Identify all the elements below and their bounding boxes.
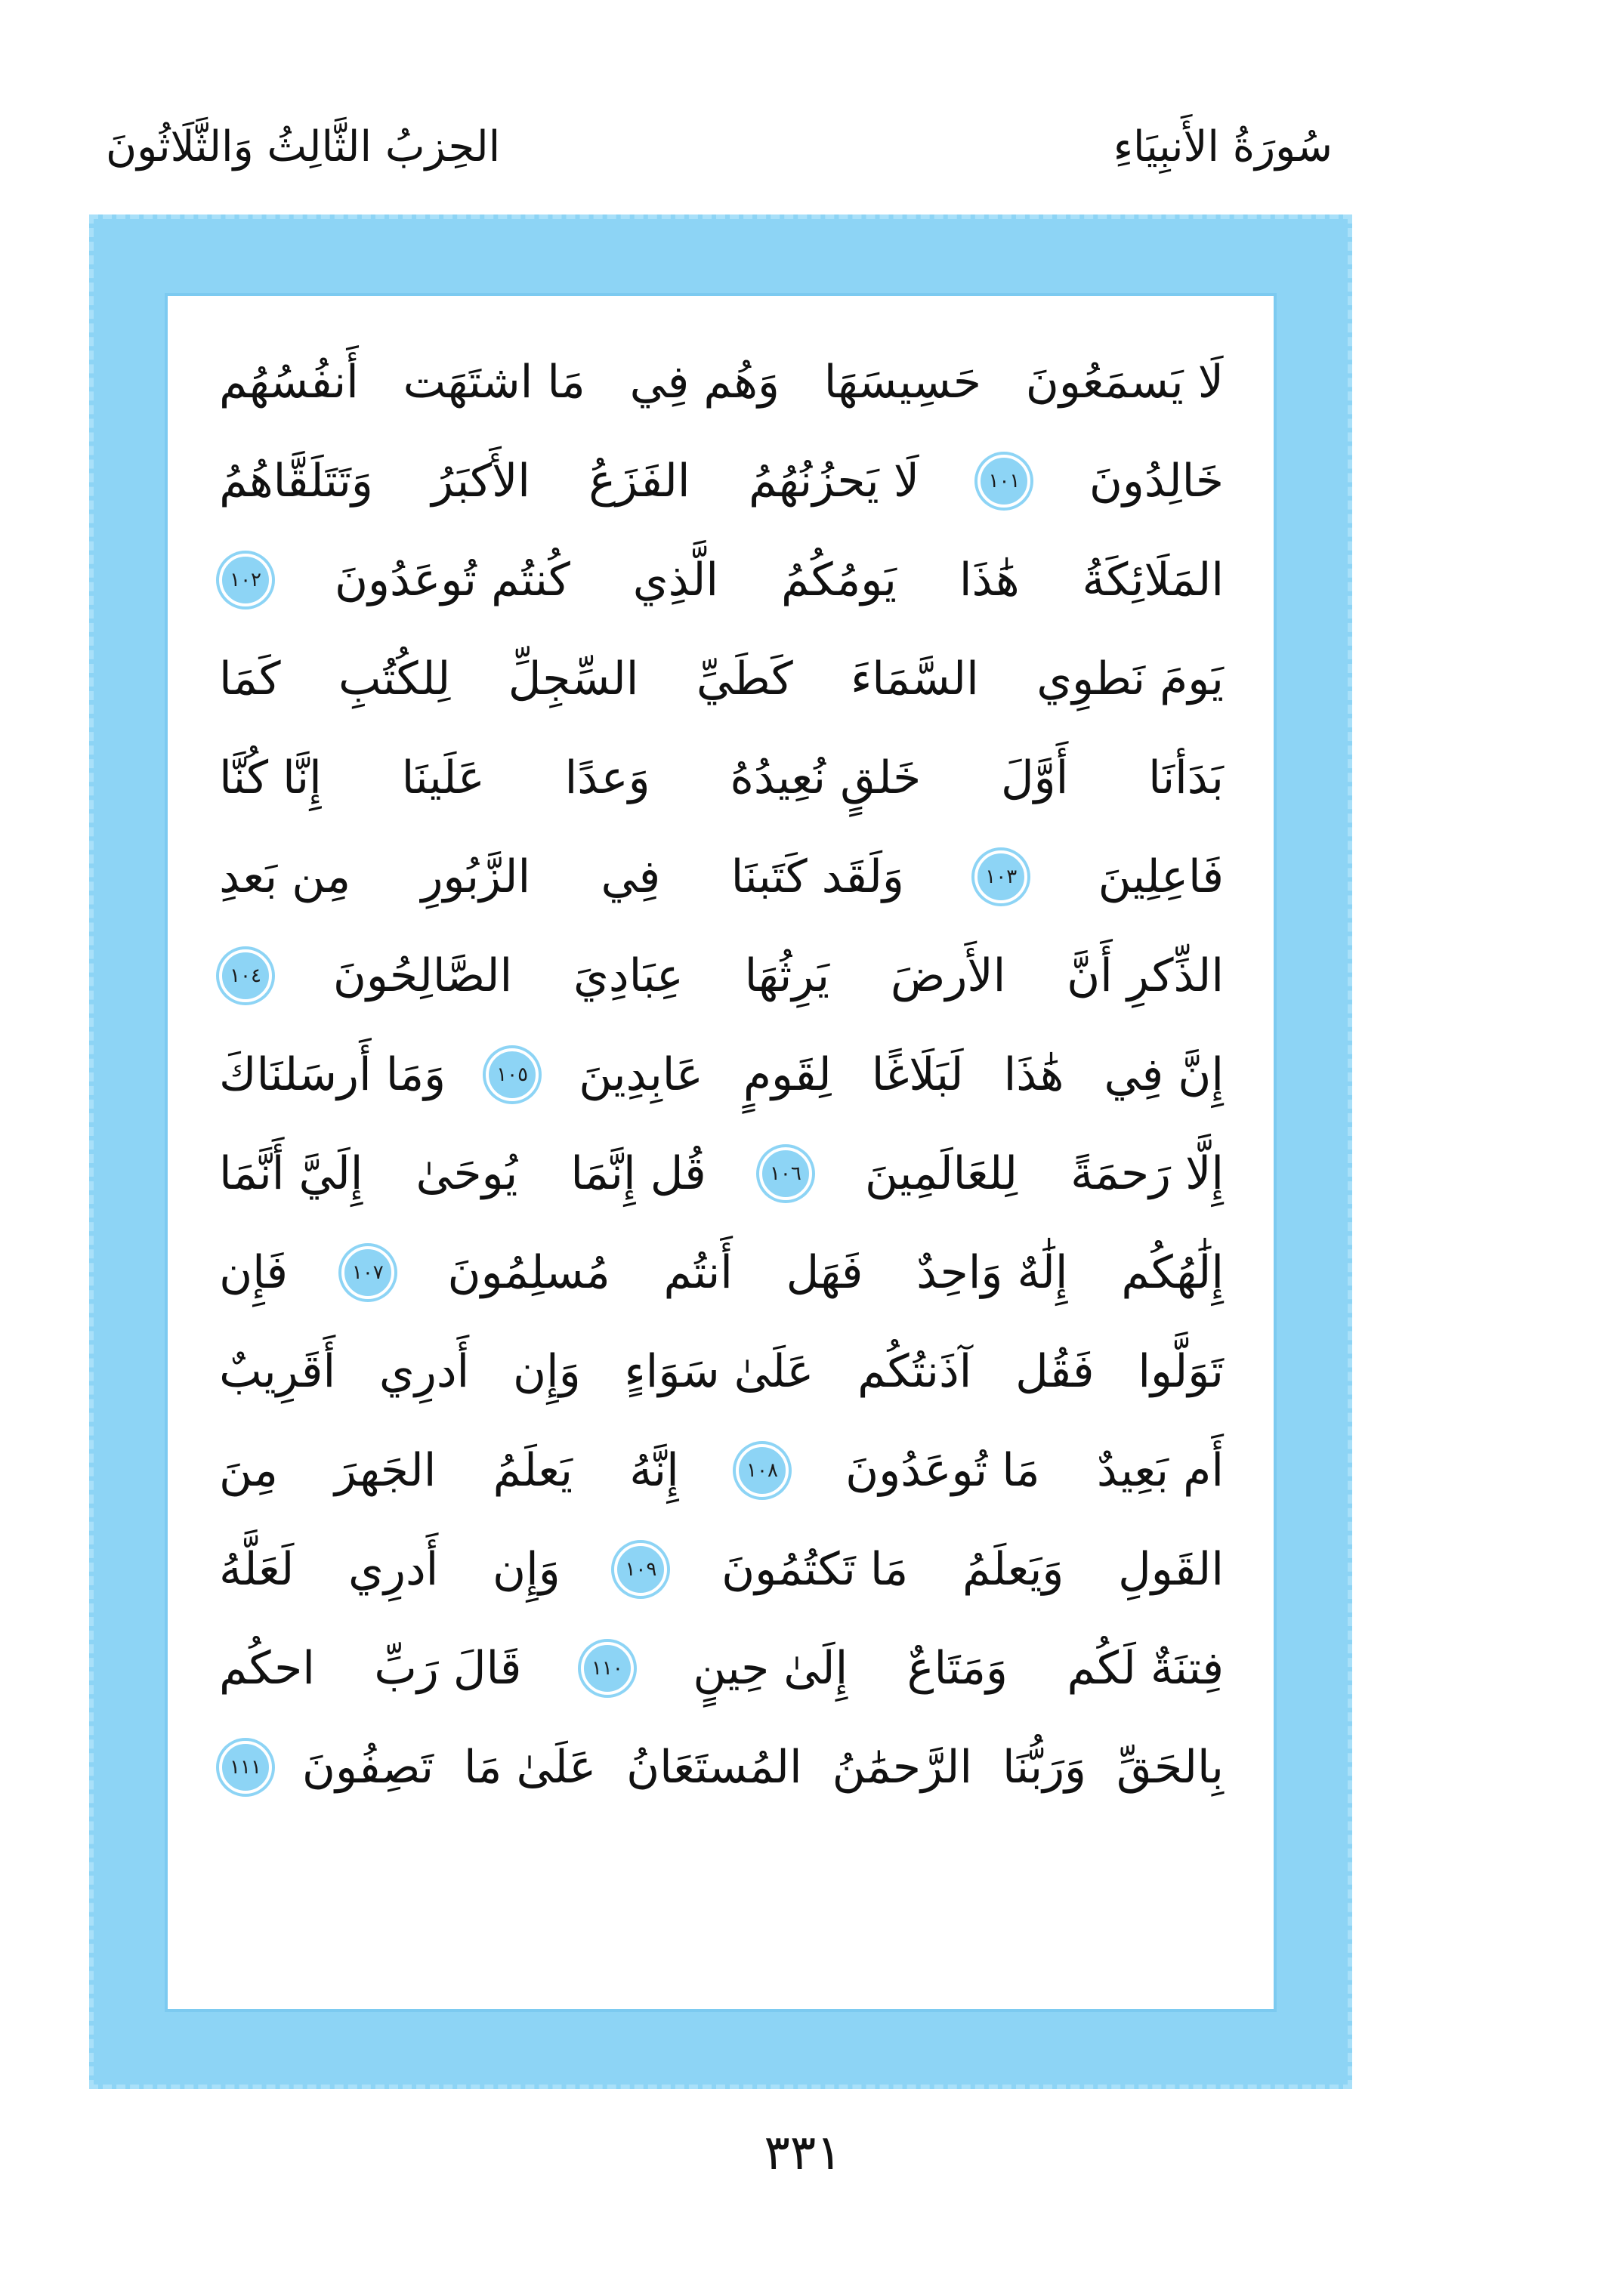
verse-word: أَنتُم — [663, 1245, 733, 1299]
verse-word: يُوحَىٰ — [415, 1146, 518, 1200]
verse-line — [219, 1025, 1224, 1124]
ayah-number-marker: ١٠٨ — [736, 1444, 789, 1497]
verse-word: وَإِن — [493, 1542, 561, 1596]
verse-word: مِن بَعدِ — [219, 850, 351, 903]
verse-word: يَومُكُمُ — [781, 553, 897, 606]
verse-word: لِلكُتُبِ — [338, 652, 451, 705]
verse-word: لَا يَسمَعُونَ — [1025, 355, 1224, 409]
verse-word: هَٰذَا — [1003, 1048, 1064, 1101]
verse-word: عَلَىٰ سَوَاءٍ — [624, 1344, 814, 1398]
verse-word: مَا تُوعَدُونَ — [845, 1443, 1040, 1497]
verse-word: مَا اشتَهَت — [403, 355, 585, 409]
ayah-number-marker: ١٠٧ — [341, 1246, 394, 1299]
verse-word: بَدَأنَا — [1148, 751, 1224, 804]
verse-word: يَومَ نَطوِي — [1036, 652, 1224, 705]
verse-word: إِنَّا كُنَّا — [219, 751, 322, 804]
verse-line — [219, 827, 1224, 926]
verse-word: الذِّكرِ أَنَّ — [1067, 949, 1224, 1002]
hizb-name: الحِزبُ الثَّالِثُ وَالثَّلَاثُونَ — [106, 122, 501, 171]
verse-word: مَا تَكتُمُونَ — [721, 1542, 909, 1596]
ayah-number-marker: ١٠١ — [977, 455, 1030, 508]
verse-line — [219, 1717, 1224, 1816]
ayah-number-marker: ١٠٢ — [219, 554, 272, 606]
verse-word: فِتنَةٌ لَكُم — [1067, 1641, 1224, 1695]
verse-word: وَتَتَلَقَّاهُمُ — [219, 454, 373, 508]
verse-line — [219, 332, 1224, 431]
verse-word: إِنَّهُ — [629, 1443, 679, 1497]
ayah-number-marker: ١٠٦ — [759, 1147, 812, 1200]
verse-word: مُسلِمُونَ — [447, 1245, 610, 1299]
verse-word: فَإِن — [219, 1245, 289, 1299]
verse-word: وَمَتَاعٌ — [906, 1641, 1008, 1695]
verse-word: وَلَقَد كَتَبنَا — [730, 850, 904, 903]
verse-word: الأَرضَ — [890, 949, 1006, 1002]
verse-word: وَرَبُّنَا — [1002, 1740, 1087, 1794]
verse-word: أَدرِي — [348, 1542, 439, 1596]
verse-word: يَرِثُهَا — [744, 949, 830, 1002]
verse-line — [219, 431, 1224, 530]
verse-word: كَمَا — [219, 652, 281, 705]
verse-line — [219, 530, 1224, 629]
verse-word: قُل إِنَّمَا — [570, 1146, 706, 1200]
verse-word: الأَكبَرُ — [431, 454, 530, 508]
verse-line — [219, 926, 1224, 1025]
verse-word: خَالِدُونَ — [1089, 454, 1224, 508]
ayah-number-marker: ١١١ — [219, 1741, 272, 1794]
verse-word: مِنَ — [219, 1443, 278, 1497]
verse-word: آذَنتُكُم — [857, 1344, 972, 1398]
verse-line — [219, 1322, 1224, 1421]
verse-word: الَّذِي — [632, 553, 719, 606]
verse-word: أَقَرِيبٌ — [219, 1344, 336, 1398]
ayah-number-marker: ١٠٣ — [974, 850, 1027, 903]
verse-word: لِلعَالَمِينَ — [864, 1146, 1018, 1200]
verse-word: بِالحَقِّ — [1116, 1740, 1224, 1794]
verse-word: الزَّبُورِ — [421, 850, 531, 903]
verse-word: تَصِفُونَ — [301, 1740, 434, 1794]
verse-word: أَم بَعِيدٌ — [1096, 1443, 1224, 1497]
verse-word: هَٰذَا — [959, 553, 1020, 606]
ayah-number-marker: ١٠٥ — [486, 1048, 539, 1101]
verse-lines — [219, 332, 1224, 1816]
verse-word: فَاعِلِينَ — [1098, 850, 1224, 903]
verse-word: إِلَىٰ حِينٍ — [693, 1641, 848, 1695]
verse-word: عَلَىٰ مَا — [463, 1740, 597, 1794]
verse-word: كُنتُم تُوعَدُونَ — [334, 553, 570, 606]
verse-word: فِي — [601, 850, 661, 903]
verse-word: فَقُل — [1015, 1344, 1095, 1398]
verse-word: عَلَينَا — [401, 751, 485, 804]
surah-name: سُورَةُ الأَنبِيَاءِ — [1113, 122, 1333, 171]
verse-word: الفَزَعُ — [588, 454, 690, 508]
verse-word: لَعَلَّهُ — [219, 1542, 295, 1596]
verse-word: المُستَعَانُ — [626, 1740, 802, 1794]
verse-word: إِلَٰهٌ وَاحِدٌ — [916, 1245, 1068, 1299]
verse-word: عِبَادِيَ — [573, 949, 684, 1002]
verse-word: أَوَّلَ — [1001, 751, 1069, 804]
verse-line — [219, 1124, 1224, 1223]
verse-word: السِّجِلِّ — [508, 652, 639, 705]
verse-line — [219, 1619, 1224, 1717]
verse-word: لِقَومٍ — [743, 1048, 832, 1101]
ayah-number-marker: ١٠٩ — [614, 1543, 667, 1596]
verse-word: قَالَ رَبِّ — [374, 1641, 522, 1695]
verse-word: حَسِيسَهَا — [823, 355, 981, 409]
verse-word: يَعلَمُ — [493, 1443, 573, 1497]
verse-word: إِنَّ فِي — [1104, 1048, 1224, 1101]
page-footer — [0, 2112, 1606, 2195]
verse-word: الرَّحمَٰنُ — [832, 1740, 973, 1794]
ayah-number-marker: ١١٠ — [581, 1642, 634, 1695]
verse-word: أَنفُسُهُم — [219, 355, 359, 409]
verse-word: وَإِن — [512, 1344, 581, 1398]
verse-line — [219, 1421, 1224, 1520]
verse-word: لَا يَحزُنُهُمُ — [748, 454, 920, 508]
verse-word: إِلَّا رَحمَةً — [1070, 1146, 1224, 1200]
verse-word: لَبَلَاغًا — [871, 1048, 964, 1101]
verse-word: تَوَلَّوا — [1138, 1344, 1224, 1398]
verse-line — [219, 1223, 1224, 1322]
page-number: ٣٣١ — [764, 2125, 842, 2181]
verse-word: الصَّالِحُونَ — [332, 949, 513, 1002]
verse-word: كَطَيِّ — [696, 652, 793, 705]
verse-word: أَدرِي — [378, 1344, 470, 1398]
verse-word: المَلَائِكَةُ — [1082, 553, 1224, 606]
verse-line — [219, 1520, 1224, 1619]
verse-word: إِلَٰهُكُم — [1121, 1245, 1224, 1299]
verse-line — [219, 629, 1224, 728]
page-header — [0, 106, 1606, 189]
verse-word: الجَهرَ — [335, 1443, 437, 1497]
verse-word: إِلَيَّ أَنَّمَا — [219, 1146, 363, 1200]
ayah-number-marker: ١٠٤ — [219, 949, 272, 1002]
verse-word: وَيَعلَمُ — [962, 1542, 1064, 1596]
verse-word: السَّمَاءَ — [851, 652, 979, 705]
verse-word: وَمَا أَرسَلنَاكَ — [219, 1048, 446, 1101]
verse-word: خَلقٍ نُعِيدُهُ — [730, 751, 922, 804]
verse-line — [219, 728, 1224, 827]
verse-word: احكُم — [219, 1641, 315, 1695]
verse-word: وَهُم فِي — [629, 355, 780, 409]
verse-word: عَابِدِينَ — [579, 1048, 703, 1101]
verse-word: القَولِ — [1118, 1542, 1224, 1596]
verse-word: فَهَل — [786, 1245, 863, 1299]
verse-word: وَعدًا — [564, 751, 650, 804]
